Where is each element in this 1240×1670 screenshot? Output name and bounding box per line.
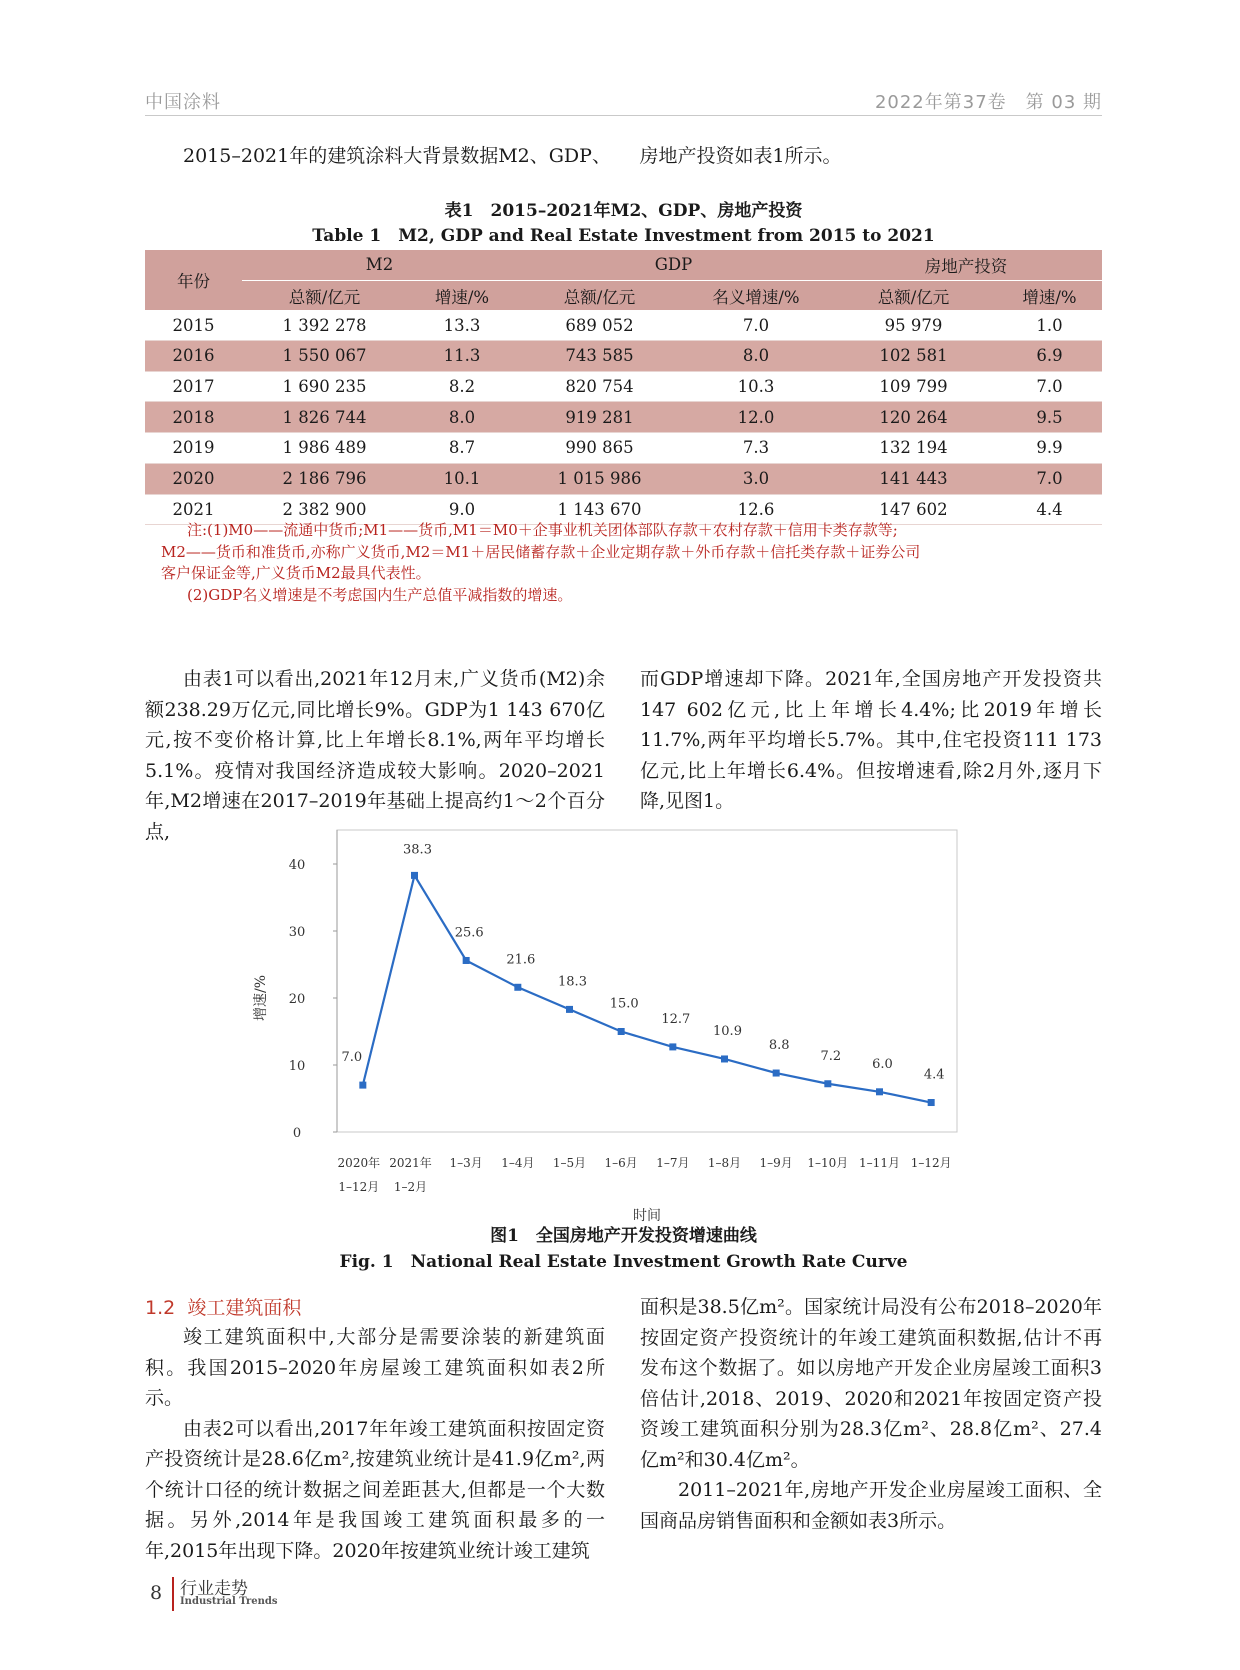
cell: 4.4 [1036, 499, 1063, 519]
cell: 2019 [172, 438, 215, 458]
cell: 8.0 [448, 407, 476, 427]
figure1-caption-cn: 图1 全国房地产开发投资增速曲线 [490, 1226, 757, 1246]
cell: 2016 [172, 346, 215, 366]
cell: 1 690 235 [282, 377, 367, 397]
header-rule [145, 115, 1102, 116]
cell: 2 186 796 [282, 469, 367, 489]
table-row [145, 310, 1102, 340]
footer-divider [172, 1577, 174, 1611]
x-tick-label: 1–12月 [910, 1156, 952, 1170]
data-point [566, 1006, 573, 1013]
cell: 820 754 [565, 377, 634, 397]
cell: 2017 [172, 377, 215, 397]
table1-notes [145, 520, 1102, 606]
x-tick-label: 1–3月 [449, 1156, 483, 1170]
cell: 9.5 [1036, 407, 1063, 427]
cell: 1 826 744 [282, 407, 367, 427]
intro-line: 2015–2021年的建筑涂料大背景数据M2、GDP、 房地产投资如表1所示。 [183, 145, 842, 167]
y-tick-label: 30 [288, 925, 306, 940]
x-tick-label: 1–11月 [859, 1156, 900, 1170]
cell: 95 979 [884, 315, 943, 335]
cell: 7.0 [742, 315, 770, 335]
paragraph: 竣工建筑面积中,大部分是需要涂装的新建筑面积。我国2015–2020年房屋竣工建筑面积如表2所示。 [145, 1326, 605, 1409]
table-row [145, 433, 1102, 464]
data-point [876, 1088, 883, 1095]
header-year: 年份 [177, 272, 210, 292]
cell: 2018 [172, 407, 215, 427]
cell: 919 281 [565, 407, 634, 427]
cell: 2021 [172, 499, 215, 519]
data-point [463, 957, 470, 964]
header-gdp-total: 总额/亿元 [517, 280, 682, 310]
x-tick-label: 1–10月 [807, 1156, 849, 1170]
header-re-growth: 增速/% [997, 280, 1102, 310]
cell: 8.2 [448, 377, 476, 397]
x-tick-label: 1–12月 [338, 1180, 380, 1194]
journal-name: 中国涂料 [145, 92, 221, 113]
paragraph: 面积是38.5亿m²。国家统计局没有公布2018–2020年按固定资产投资统计的年竣工建筑面积数据,估计不再发布这个数据了。如以房地产开发企业房屋竣工面积3倍估计,2018、2019、2020和2021年按固定资产投资竣工建筑面积分别为28.3亿m²、28.8亿m²、27.4亿m²和30.4亿m²。 [640, 1296, 1102, 1471]
cell: 7.3 [742, 438, 770, 458]
cell: 1 392 278 [282, 315, 367, 335]
cell: 8.0 [742, 346, 770, 366]
para1-right [640, 664, 1102, 817]
y-tick-label: 40 [288, 858, 306, 873]
cell: 743 585 [565, 346, 634, 366]
x-tick-label: 1–4月 [501, 1156, 535, 1170]
cell: 8.7 [448, 438, 476, 458]
cell: 12.0 [737, 407, 775, 427]
cell: 2015 [172, 315, 215, 335]
cell: 990 865 [565, 438, 634, 458]
cell: 10.3 [737, 377, 775, 397]
cell: 1 550 067 [282, 346, 367, 366]
cell: 120 264 [879, 407, 948, 427]
issue-info: 2022年第37卷 第 03 期 [874, 92, 1102, 113]
paragraph: 而GDP增速却下降。2021年,全国房地产开发投资共147 602亿元,比上年增长4.4%;比2019年增长11.7%,两年平均增长5.7%。其中,住宅投资111 173亿元,比上年增长6.4%。但按增速看,除2月外,逐月下降,见图1。 [640, 668, 1102, 812]
note-line: 客户保证金等,广义货币M2最具代表性。 [161, 564, 431, 582]
data-label: 8.8 [768, 1038, 790, 1054]
para2-left [145, 1322, 605, 1566]
cell: 1.0 [1036, 315, 1063, 335]
cell: 6.9 [1036, 346, 1063, 366]
x-tick-label: 1–6月 [604, 1156, 638, 1170]
x-tick-label: 1–8月 [707, 1156, 742, 1170]
note-line: M2——货币和准货币,亦称广义货币,M2＝M1＋居民储蓄存款＋企业定期存款＋外币存款＋信托类存款＋证券公司 [161, 542, 921, 561]
cell: 7.0 [1036, 377, 1063, 397]
x-tick-label: 1–2月 [393, 1180, 428, 1194]
table-row [145, 371, 1102, 402]
table-row [145, 463, 1102, 494]
data-label: 21.6 [506, 952, 536, 968]
figure1-chart [253, 820, 980, 1224]
cell: 141 443 [879, 469, 948, 489]
table1-caption-en: Table 1 M2, GDP and Real Estate Investment from 2015 to 2021 [312, 226, 935, 246]
table1 [145, 250, 1102, 525]
header-m2: M2 [365, 255, 394, 275]
cell: 2020 [172, 469, 215, 489]
y-tick-label: 0 [292, 1126, 302, 1141]
data-label: 38.3 [403, 842, 432, 858]
section-heading [145, 1293, 301, 1320]
para2-right [640, 1292, 1102, 1536]
page-number: 8 [150, 1582, 163, 1604]
cell: 11.3 [443, 346, 481, 366]
cell: 109 799 [879, 377, 948, 397]
x-tick-label: 1–9月 [759, 1156, 793, 1170]
data-label: 25.6 [454, 925, 484, 941]
header-re-total: 总额/亿元 [830, 280, 997, 310]
x-tick-label: 1–7月 [656, 1156, 690, 1170]
data-label: 10.9 [713, 1023, 742, 1039]
note-line: (2)GDP名义增速是不考虑国内生产总值平减指数的增速。 [187, 585, 573, 604]
column-name: 行业走势 [180, 1579, 248, 1599]
cell: 132 194 [879, 438, 948, 458]
data-label: 4.4 [923, 1067, 945, 1083]
cell: 12.6 [737, 499, 775, 519]
cell: 9.0 [448, 499, 476, 519]
header-m2-growth: 增速/% [407, 280, 517, 310]
data-point [721, 1055, 728, 1062]
data-point [928, 1099, 935, 1106]
x-axis-label: 时间 [633, 1208, 661, 1224]
y-axis-label: 增速/% [253, 974, 269, 1022]
column-name-en: Industrial Trends [180, 1596, 278, 1607]
data-label: 15.0 [609, 996, 639, 1012]
cell: 10.1 [443, 469, 481, 489]
table1-caption-cn: 表1 2015–2021年M2、GDP、房地产投资 [444, 201, 803, 221]
data-point [618, 1028, 625, 1035]
paragraph: 由表1可以看出,2021年12月末,广义货币(M2)余额238.29万亿元,同比增长9%。GDP为1 143 670亿元,按不变价格计算,比上年增长8.1%,两年平均增长5.1%。疫情对我国经济造成较大影响。2020–2021年,M2增速在2017–2019年基础上提高约1～2个百分点, [145, 668, 605, 843]
data-point [359, 1082, 366, 1089]
header-gdp: GDP [654, 255, 693, 275]
data-label: 12.7 [661, 1011, 691, 1027]
section-title: 竣工建筑面积 [187, 1297, 302, 1319]
cell: 2 382 900 [282, 499, 367, 519]
data-point [669, 1043, 676, 1050]
x-tick-label: 1–5月 [552, 1156, 587, 1170]
section-number: 1.2 [145, 1297, 176, 1319]
plot-frame [337, 830, 957, 1132]
cell: 1 015 986 [557, 469, 642, 489]
data-label: 7.0 [341, 1050, 363, 1066]
header-real-estate: 房地产投资 [924, 256, 1008, 276]
table-row [145, 402, 1102, 433]
cell: 7.0 [1036, 469, 1063, 489]
cell: 102 581 [879, 346, 948, 366]
data-point [411, 872, 418, 879]
cell: 1 143 670 [557, 499, 642, 519]
cell: 9.9 [1036, 438, 1063, 458]
header-gdp-nominal: 名义增速/% [682, 280, 830, 310]
cell: 1 986 489 [282, 438, 367, 458]
y-tick-label: 20 [288, 992, 306, 1007]
data-point [773, 1070, 780, 1077]
data-point [514, 984, 521, 991]
cell: 13.3 [443, 315, 481, 335]
cell: 147 602 [879, 499, 948, 519]
cell: 689 052 [565, 315, 634, 335]
header-m2-total: 总额/亿元 [242, 280, 407, 310]
figure1-caption-en: Fig. 1 National Real Estate Investment Growth Rate Curve [339, 1252, 908, 1272]
note-line: 注:(1)M0——流通中货币;M1——货币,M1＝M0＋企事业机关团体部队存款＋农村存款＋信用卡类存款等; [187, 521, 898, 539]
data-label: 6.0 [872, 1056, 893, 1072]
cell: 3.0 [742, 469, 770, 489]
data-label: 18.3 [558, 974, 587, 990]
y-tick-label: 10 [288, 1059, 306, 1074]
table-row [145, 341, 1102, 372]
data-label: 7.2 [820, 1048, 842, 1064]
paragraph: 由表2可以看出,2017年年竣工建筑面积按固定资产投资统计是28.6亿m²,按建筑业统计是41.9亿m²,两个统计口径的统计数据之间差距甚大,但都是一个大数据。另外,2014年是我国竣工建筑面积最多的一年,2015年出现下降。2020年按建筑业统计竣工建筑 [145, 1417, 605, 1562]
paragraph: 2011–2021年,房地产开发企业房屋竣工面积、全国商品房销售面积和金额如表3所示。 [640, 1479, 1102, 1532]
x-tick-label: 2020年 [337, 1156, 381, 1170]
x-tick-label: 2021年 [389, 1156, 432, 1170]
data-point [824, 1080, 831, 1087]
